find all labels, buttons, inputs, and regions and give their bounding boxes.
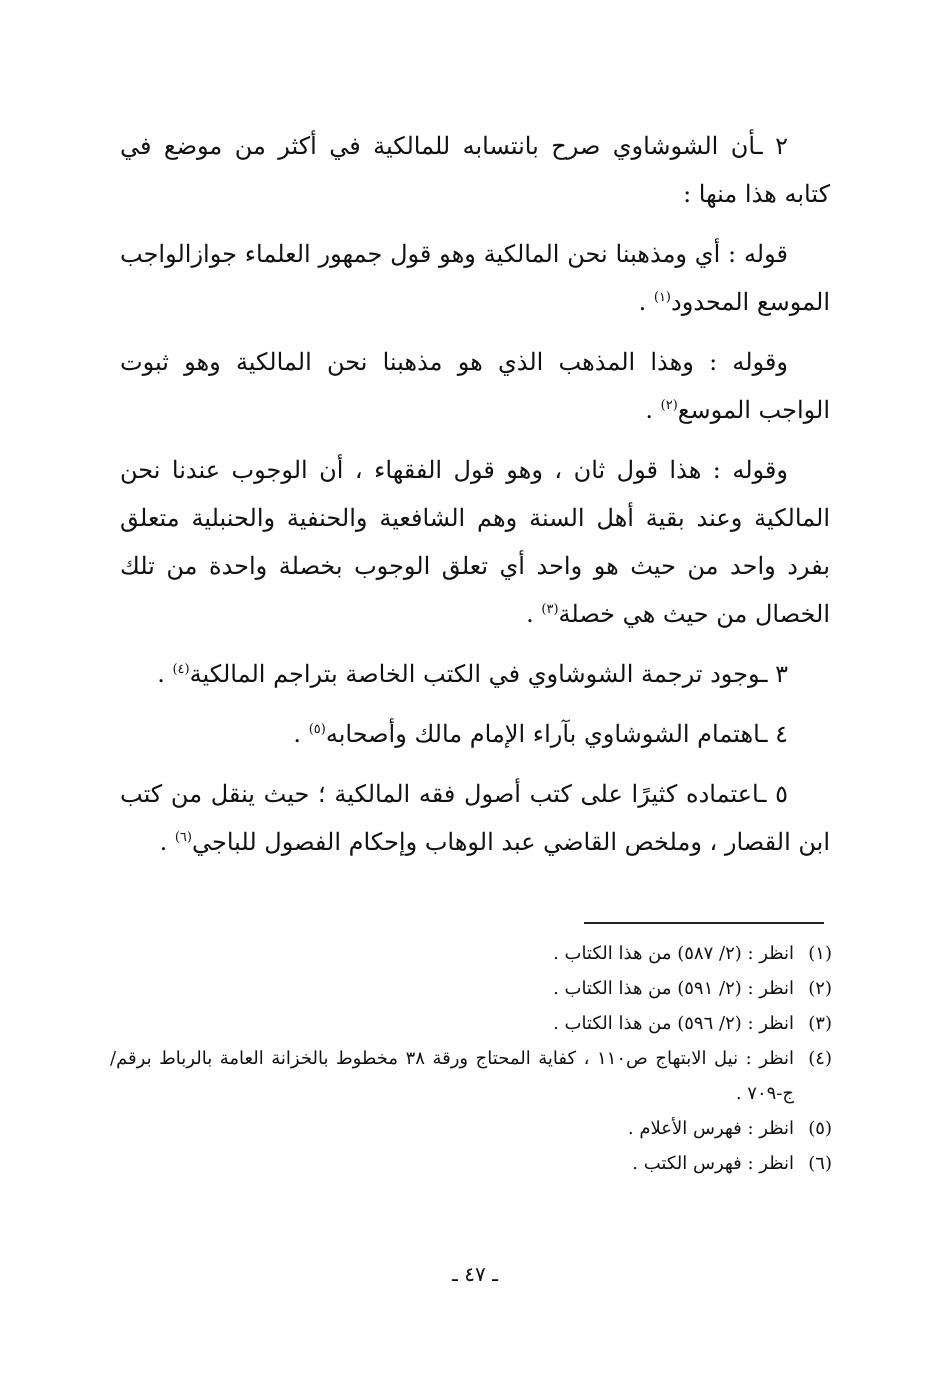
paragraph-2	[120, 230, 830, 326]
paragraph-3	[120, 338, 830, 434]
item-number: ٥ ـ	[759, 780, 788, 808]
paragraph-1	[120, 122, 830, 218]
paragraph-text: وقوله : هذا قول ثان ، وهو قول الفقهاء ، أن الوجوب عندنا نحن المالكية وعند بقية أهل السنة وهم الشافعية والحنفية والحنبلية متعلق بفرد واحد من حيث هو واحد أي تعلق الوجوب بخصلة واحدة من تلك الخصال من حيث هي خصلة	[120, 456, 830, 628]
item-number: ٣ ـ	[760, 660, 788, 688]
paragraph-text: وجود ترجمة الشوشاوي في الكتب الخاصة بتراجم المالكية	[189, 660, 761, 688]
footnote-number: (٤)	[808, 1048, 832, 1069]
footnote-ref[interactable]: (٦)	[174, 830, 192, 845]
page-number: ـ ٤٧ ـ	[452, 1262, 498, 1286]
paragraph-text: اعتماده كثيرًا على كتب أصول فقه المالكية ؛ حيث ينقل من كتب ابن القصار ، وملخص القاضي عبد الوهاب وإحكام الفصول للباجي	[120, 780, 830, 856]
paragraph-tail: .	[645, 396, 661, 424]
footnote-divider	[584, 922, 824, 924]
footnote-4	[110, 1041, 832, 1111]
paragraph-tail: .	[159, 828, 175, 856]
footnote-ref[interactable]: (١)	[653, 290, 671, 305]
footnote-text: انظر : فهرس الكتب .	[632, 1153, 794, 1174]
paragraph-text: اهتمام الشوشاوي بآراء الإمام مالك وأصحابه	[325, 720, 761, 748]
footnote-text: انظر : فهرس الأعلام .	[627, 1118, 794, 1139]
paragraph-text: وقوله : وهذا المذهب الذي هو مذهبنا نحن المالكية وهو ثبوت الواجب الموسع	[120, 348, 830, 424]
item-number: ٤ ـ	[760, 720, 788, 748]
footnote-number: (٦)	[808, 1153, 832, 1174]
paragraph-4	[120, 446, 830, 638]
footnote-3	[110, 1006, 832, 1041]
footnote-5	[110, 1111, 832, 1146]
paragraph-7	[120, 770, 830, 866]
paragraph-6	[120, 710, 830, 758]
main-text	[120, 122, 830, 878]
paragraph-tail: .	[526, 600, 542, 628]
footnote-number: (٢)	[808, 978, 832, 999]
paragraph-text: أن الشوشاوي صرح بانتسابه للمالكية في أكثر من موضع في كتابه هذا منها :	[120, 132, 830, 208]
footnote-2	[110, 971, 832, 1006]
paragraph-5	[120, 650, 830, 698]
footnote-text: انظر : (٢/ ٥٩١) من هذا الكتاب .	[553, 978, 794, 999]
footnote-ref[interactable]: (٣)	[541, 602, 559, 617]
paragraph-tail: .	[638, 288, 654, 316]
footnote-ref[interactable]: (٢)	[660, 398, 678, 413]
paragraph-tail: .	[157, 660, 173, 688]
footnote-ref[interactable]: (٥)	[308, 722, 326, 737]
footnotes	[110, 936, 832, 1181]
footnote-1	[110, 936, 832, 971]
footnote-text: انظر : (٢/ ٥٨٧) من هذا الكتاب .	[553, 943, 794, 964]
item-number: ٢ ـ	[755, 132, 788, 160]
footnote-number: (١)	[808, 943, 832, 964]
footnote-text: انظر : (٢/ ٥٩٦) من هذا الكتاب .	[553, 1013, 794, 1034]
footnote-text: انظر : نيل الابتهاج ص١١٠ ، كفاية المحتاج ورقة ٣٨ مخطوط بالخزانة العامة بالرباط برقم/ ج-٧٠٩ .	[110, 1048, 795, 1104]
footnote-number: (٥)	[808, 1118, 832, 1139]
footnote-6	[110, 1146, 832, 1181]
footnote-ref[interactable]: (٤)	[172, 662, 190, 677]
paragraph-tail: .	[293, 720, 309, 748]
footnote-number: (٣)	[808, 1013, 832, 1034]
paragraph-text: قوله : أي ومذهبنا نحن المالكية وهو قول جمهور العلماء جوازالواجب الموسع المحدود	[120, 240, 830, 316]
